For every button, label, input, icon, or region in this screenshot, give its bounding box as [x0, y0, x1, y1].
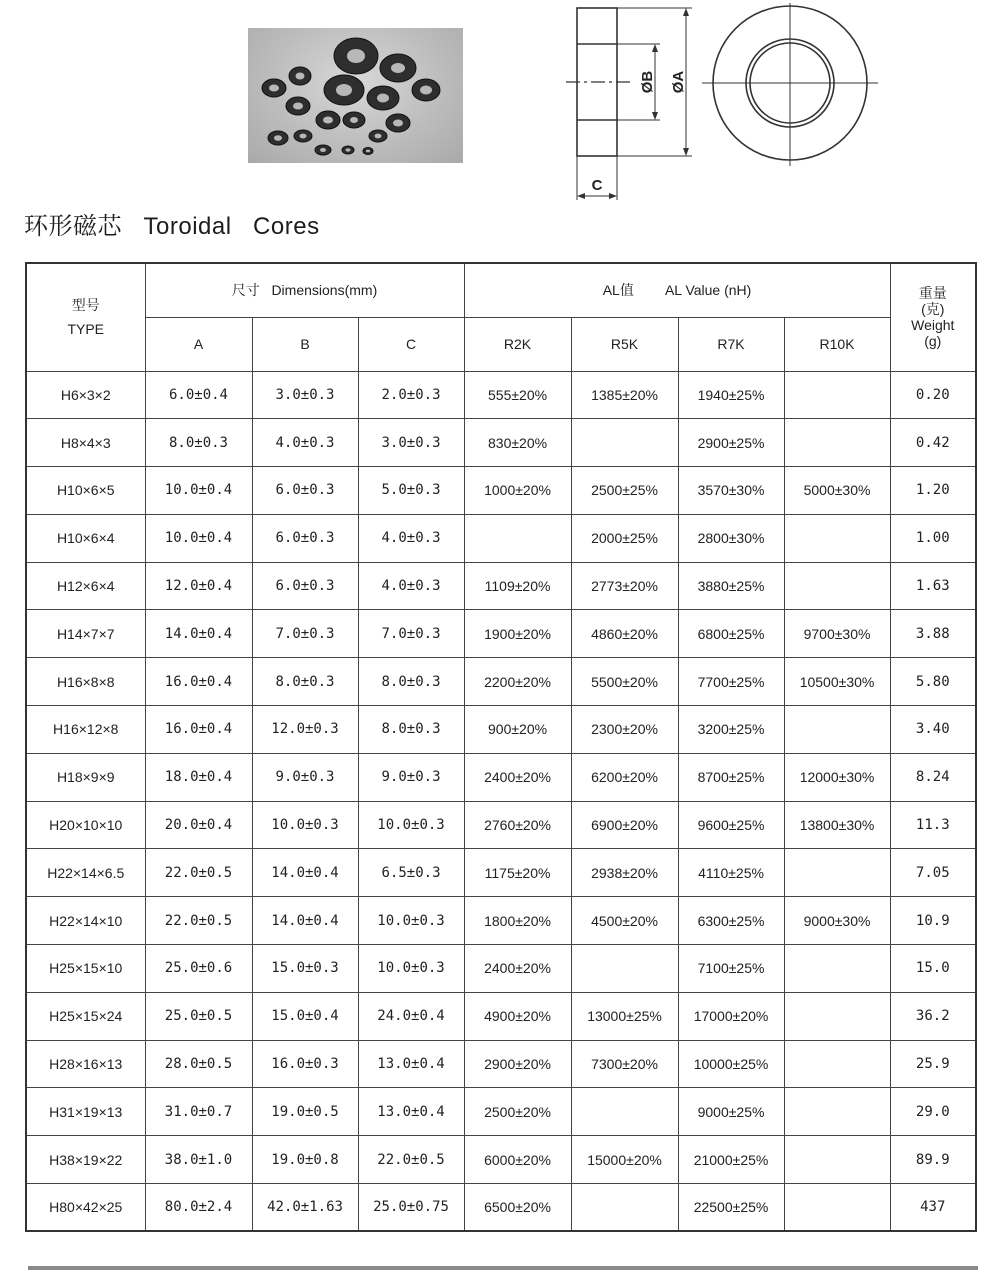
- cell-type: H10×6×5: [26, 467, 145, 515]
- cell-al-r10k: [784, 562, 890, 610]
- cores-photo: [248, 28, 463, 163]
- dimension-c-label: C: [591, 177, 603, 194]
- cell-al-r10k: 12000±30%: [784, 753, 890, 801]
- cell-al-r5k: 1385±20%: [571, 371, 678, 419]
- cell-type: H16×12×8: [26, 706, 145, 754]
- header-weight-en: Weight: [911, 317, 955, 334]
- table-row: [26, 419, 976, 467]
- cell-al-r2k: [464, 514, 571, 562]
- table-row: [26, 371, 976, 419]
- cell-type: H16×8×8: [26, 658, 145, 706]
- cell-weight: 0.42: [890, 419, 976, 467]
- cell-al-r7k: 17000±20%: [678, 992, 784, 1040]
- cell-al-r5k: 2773±20%: [571, 562, 678, 610]
- cell-weight: 25.9: [890, 1040, 976, 1088]
- cell-dim-c: 10.0±0.3: [358, 801, 464, 849]
- cell-al-r5k: 6200±20%: [571, 753, 678, 801]
- table-row: [26, 992, 976, 1040]
- cell-dim-c: 25.0±0.75: [358, 1184, 464, 1232]
- cell-dim-a: 31.0±0.7: [145, 1088, 252, 1136]
- header-weight-zh: 重量: [918, 285, 947, 302]
- cell-dim-b: 4.0±0.3: [252, 419, 358, 467]
- cell-al-r5k: [571, 419, 678, 467]
- cell-dim-c: 8.0±0.3: [358, 706, 464, 754]
- cell-dim-a: 6.0±0.4: [145, 371, 252, 419]
- cell-al-r10k: [784, 419, 890, 467]
- bottom-divider: [28, 1266, 978, 1270]
- cell-dim-c: 4.0±0.3: [358, 562, 464, 610]
- cell-al-r5k: [571, 1088, 678, 1136]
- cell-dim-c: 9.0±0.3: [358, 753, 464, 801]
- cell-al-r5k: 4860±20%: [571, 610, 678, 658]
- cell-al-r2k: 830±20%: [464, 419, 571, 467]
- cell-dim-c: 24.0±0.4: [358, 992, 464, 1040]
- cell-dim-b: 3.0±0.3: [252, 371, 358, 419]
- cell-weight: 1.00: [890, 514, 976, 562]
- table-row: [26, 897, 976, 945]
- cell-al-r5k: 7300±20%: [571, 1040, 678, 1088]
- cell-dim-c: 5.0±0.3: [358, 467, 464, 515]
- cell-dim-b: 9.0±0.3: [252, 753, 358, 801]
- cell-dim-b: 6.0±0.3: [252, 562, 358, 610]
- cell-weight: 1.20: [890, 467, 976, 515]
- cell-dim-a: 28.0±0.5: [145, 1040, 252, 1088]
- cell-dim-c: 3.0±0.3: [358, 419, 464, 467]
- cell-al-r2k: 900±20%: [464, 706, 571, 754]
- cell-al-r7k: 22500±25%: [678, 1184, 784, 1232]
- cell-type: H28×16×13: [26, 1040, 145, 1088]
- cell-al-r2k: 4900±20%: [464, 992, 571, 1040]
- cell-type: H20×10×10: [26, 801, 145, 849]
- cell-weight: 8.24: [890, 753, 976, 801]
- cell-al-r10k: [784, 849, 890, 897]
- cell-dim-b: 14.0±0.4: [252, 897, 358, 945]
- cell-dim-b: 15.0±0.3: [252, 945, 358, 993]
- cell-type: H38×19×22: [26, 1136, 145, 1184]
- header-weight: [890, 263, 976, 371]
- cell-al-r5k: 13000±25%: [571, 992, 678, 1040]
- cell-al-r2k: 2400±20%: [464, 753, 571, 801]
- cell-dim-b: 6.0±0.3: [252, 467, 358, 515]
- dimension-b-label: ØB: [639, 70, 656, 94]
- cell-al-r7k: 10000±25%: [678, 1040, 784, 1088]
- cell-dim-a: 18.0±0.4: [145, 753, 252, 801]
- table-row: [26, 753, 976, 801]
- cell-dim-c: 22.0±0.5: [358, 1136, 464, 1184]
- cell-al-r5k: 2300±20%: [571, 706, 678, 754]
- cell-weight: 36.2: [890, 992, 976, 1040]
- cell-dim-b: 15.0±0.4: [252, 992, 358, 1040]
- cell-dim-b: 19.0±0.5: [252, 1088, 358, 1136]
- cell-weight: 1.63: [890, 562, 976, 610]
- table-row: [26, 610, 976, 658]
- cell-al-r2k: 1800±20%: [464, 897, 571, 945]
- cell-dim-c: 10.0±0.3: [358, 897, 464, 945]
- cell-al-r10k: 5000±30%: [784, 467, 890, 515]
- cell-type: H8×4×3: [26, 419, 145, 467]
- spec-table-body: [26, 371, 976, 1231]
- cell-dim-b: 7.0±0.3: [252, 610, 358, 658]
- cell-al-r5k: 15000±20%: [571, 1136, 678, 1184]
- cell-weight: 29.0: [890, 1088, 976, 1136]
- table-row: [26, 945, 976, 993]
- cores-photo-illustration: [248, 28, 463, 163]
- cell-type: H10×6×4: [26, 514, 145, 562]
- cell-dim-a: 10.0±0.4: [145, 467, 252, 515]
- cell-al-r7k: 1940±25%: [678, 371, 784, 419]
- cell-al-r10k: 10500±30%: [784, 658, 890, 706]
- cell-al-r10k: [784, 514, 890, 562]
- header-weight-unit-zh: (克): [921, 301, 945, 318]
- header-col-c: C: [358, 317, 464, 371]
- cell-al-r2k: 2200±20%: [464, 658, 571, 706]
- header-al-value: AL值 AL Value (nH): [464, 263, 890, 317]
- header-type: [26, 263, 145, 371]
- cell-dim-c: 6.5±0.3: [358, 849, 464, 897]
- cell-dim-a: 8.0±0.3: [145, 419, 252, 467]
- cell-al-r5k: 5500±20%: [571, 658, 678, 706]
- table-row: [26, 514, 976, 562]
- cell-type: H6×3×2: [26, 371, 145, 419]
- cell-dim-c: 10.0±0.3: [358, 945, 464, 993]
- cell-al-r2k: 1000±20%: [464, 467, 571, 515]
- cell-al-r7k: 4110±25%: [678, 849, 784, 897]
- table-row: [26, 467, 976, 515]
- table-row: [26, 706, 976, 754]
- cell-type: H22×14×6.5: [26, 849, 145, 897]
- cell-weight: 15.0: [890, 945, 976, 993]
- cell-al-r7k: 21000±25%: [678, 1136, 784, 1184]
- cell-al-r2k: 2760±20%: [464, 801, 571, 849]
- cell-type: H14×7×7: [26, 610, 145, 658]
- cell-dim-c: 7.0±0.3: [358, 610, 464, 658]
- cell-weight: 10.9: [890, 897, 976, 945]
- cell-weight: 89.9: [890, 1136, 976, 1184]
- cell-type: H80×42×25: [26, 1184, 145, 1232]
- cell-al-r10k: [784, 1136, 890, 1184]
- cell-al-r10k: [784, 706, 890, 754]
- cell-dim-c: 2.0±0.3: [358, 371, 464, 419]
- cell-dim-c: 13.0±0.4: [358, 1040, 464, 1088]
- cell-al-r10k: 13800±30%: [784, 801, 890, 849]
- cell-dim-b: 10.0±0.3: [252, 801, 358, 849]
- cell-dim-a: 80.0±2.4: [145, 1184, 252, 1232]
- cell-weight: 5.80: [890, 658, 976, 706]
- table-row: [26, 658, 976, 706]
- cell-type: H25×15×10: [26, 945, 145, 993]
- cell-al-r2k: 6500±20%: [464, 1184, 571, 1232]
- table-row: [26, 562, 976, 610]
- core-side-view-drawing: [560, 0, 700, 205]
- cell-al-r7k: 9000±25%: [678, 1088, 784, 1136]
- cell-al-r10k: 9000±30%: [784, 897, 890, 945]
- cell-al-r10k: 9700±30%: [784, 610, 890, 658]
- cell-al-r7k: 6800±25%: [678, 610, 784, 658]
- toroidal-cores-spec-table: [25, 262, 977, 1232]
- cell-al-r5k: 2938±20%: [571, 849, 678, 897]
- cell-dim-b: 14.0±0.4: [252, 849, 358, 897]
- cell-al-r7k: 3570±30%: [678, 467, 784, 515]
- header-col-r7k: R7K: [678, 317, 784, 371]
- cell-al-r5k: 4500±20%: [571, 897, 678, 945]
- cell-al-r2k: 555±20%: [464, 371, 571, 419]
- cell-al-r2k: 1175±20%: [464, 849, 571, 897]
- cell-dim-c: 8.0±0.3: [358, 658, 464, 706]
- cell-al-r10k: [784, 1040, 890, 1088]
- cell-al-r7k: 2900±25%: [678, 419, 784, 467]
- cell-dim-a: 12.0±0.4: [145, 562, 252, 610]
- header-type-en: TYPE: [67, 321, 105, 338]
- cell-weight: 11.3: [890, 801, 976, 849]
- cell-type: H31×19×13: [26, 1088, 145, 1136]
- header-weight-unit-en: (g): [924, 333, 942, 350]
- cell-dim-a: 20.0±0.4: [145, 801, 252, 849]
- cell-al-r7k: 3880±25%: [678, 562, 784, 610]
- cell-dim-b: 8.0±0.3: [252, 658, 358, 706]
- cell-dim-a: 16.0±0.4: [145, 658, 252, 706]
- table-row: [26, 801, 976, 849]
- cell-dim-a: 22.0±0.5: [145, 849, 252, 897]
- cell-dim-a: 14.0±0.4: [145, 610, 252, 658]
- cell-type: H12×6×4: [26, 562, 145, 610]
- table-row: [26, 849, 976, 897]
- cell-al-r2k: 2400±20%: [464, 945, 571, 993]
- cell-type: H18×9×9: [26, 753, 145, 801]
- header-col-r5k: R5K: [571, 317, 678, 371]
- cell-weight: 7.05: [890, 849, 976, 897]
- header-col-a: A: [145, 317, 252, 371]
- cell-al-r5k: 6900±20%: [571, 801, 678, 849]
- cell-al-r10k: [784, 1184, 890, 1232]
- table-row: [26, 1088, 976, 1136]
- cell-al-r7k: 9600±25%: [678, 801, 784, 849]
- cell-dim-a: 10.0±0.4: [145, 514, 252, 562]
- cell-al-r10k: [784, 992, 890, 1040]
- cell-dim-b: 12.0±0.3: [252, 706, 358, 754]
- cell-al-r10k: [784, 1088, 890, 1136]
- cell-al-r7k: 6300±25%: [678, 897, 784, 945]
- header-col-b: B: [252, 317, 358, 371]
- cell-dim-c: 4.0±0.3: [358, 514, 464, 562]
- cell-al-r2k: 1900±20%: [464, 610, 571, 658]
- cell-dim-b: 19.0±0.8: [252, 1136, 358, 1184]
- cell-dim-a: 16.0±0.4: [145, 706, 252, 754]
- cell-al-r5k: [571, 1184, 678, 1232]
- cell-dim-a: 22.0±0.5: [145, 897, 252, 945]
- cell-al-r7k: 7700±25%: [678, 658, 784, 706]
- cell-weight: 0.20: [890, 371, 976, 419]
- cell-type: H25×15×24: [26, 992, 145, 1040]
- dimension-a-label: ØA: [670, 70, 687, 94]
- header-col-r10k: R10K: [784, 317, 890, 371]
- cell-al-r7k: 7100±25%: [678, 945, 784, 993]
- cell-al-r5k: [571, 945, 678, 993]
- table-row: [26, 1136, 976, 1184]
- cell-al-r2k: 1109±20%: [464, 562, 571, 610]
- cell-dim-a: 25.0±0.6: [145, 945, 252, 993]
- page-title: 环形磁芯 Toroidal Cores: [24, 213, 320, 240]
- cell-al-r7k: 3200±25%: [678, 706, 784, 754]
- cell-dim-b: 16.0±0.3: [252, 1040, 358, 1088]
- cell-dim-a: 38.0±1.0: [145, 1136, 252, 1184]
- cell-al-r2k: 6000±20%: [464, 1136, 571, 1184]
- cell-al-r2k: 2500±20%: [464, 1088, 571, 1136]
- cell-dim-a: 25.0±0.5: [145, 992, 252, 1040]
- table-row: [26, 1040, 976, 1088]
- cell-al-r5k: 2000±25%: [571, 514, 678, 562]
- header-type-zh: 型号: [71, 297, 100, 314]
- cell-al-r7k: 8700±25%: [678, 753, 784, 801]
- cell-dim-b: 6.0±0.3: [252, 514, 358, 562]
- header-dimensions: 尺寸 Dimensions(mm): [145, 263, 464, 317]
- cell-weight: 437: [890, 1184, 976, 1232]
- cell-dim-c: 13.0±0.4: [358, 1088, 464, 1136]
- cell-al-r10k: [784, 371, 890, 419]
- cell-type: H22×14×10: [26, 897, 145, 945]
- cell-weight: 3.88: [890, 610, 976, 658]
- cell-weight: 3.40: [890, 706, 976, 754]
- cell-al-r5k: 2500±25%: [571, 467, 678, 515]
- cell-al-r10k: [784, 945, 890, 993]
- cell-al-r2k: 2900±20%: [464, 1040, 571, 1088]
- core-front-view-drawing: [702, 0, 882, 175]
- cell-al-r7k: 2800±30%: [678, 514, 784, 562]
- cell-dim-b: 42.0±1.63: [252, 1184, 358, 1232]
- table-row: [26, 1184, 976, 1232]
- header-col-r2k: R2K: [464, 317, 571, 371]
